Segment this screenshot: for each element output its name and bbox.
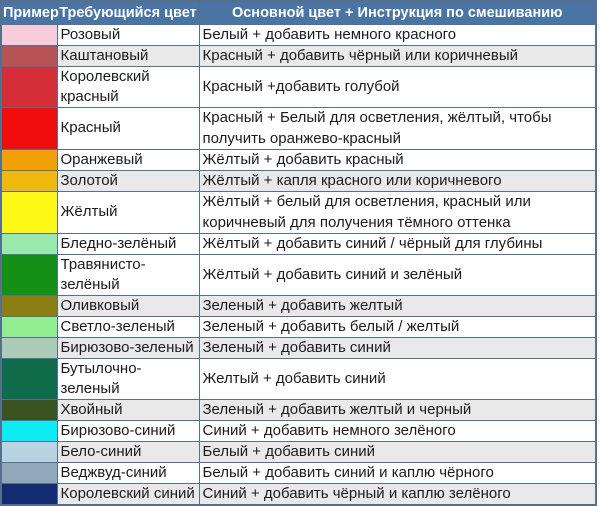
mixing-instruction: Зеленый + добавить синий	[199, 338, 596, 359]
color-swatch	[1, 338, 57, 359]
header-instruction: Основной цвет + Инструкция по смешиванию	[199, 1, 596, 25]
required-color-name: Бело-синий	[57, 442, 199, 463]
color-swatch	[1, 67, 57, 108]
required-color-name: Каштановый	[57, 46, 199, 67]
color-swatch	[1, 484, 57, 506]
required-color-name: Жёлтый	[57, 192, 199, 234]
mixing-instruction: Красный + добавить чёрный или коричневый	[199, 46, 596, 67]
mixing-instruction: Красный + Белый для осветления, жёлтый, чтобы получить оранжево-красный	[199, 108, 596, 150]
required-color-name: Бутылочно-зеленый	[57, 359, 199, 400]
mixing-instruction: Синий + добавить немного зелёного	[199, 421, 596, 442]
table-row	[1, 171, 596, 192]
mixing-instruction: Жёлтый + добавить синий и зелёный	[199, 255, 596, 296]
table-row	[1, 400, 596, 421]
mixing-instruction: Жёлтый + добавить красный	[199, 150, 596, 171]
color-swatch	[1, 421, 57, 442]
table-row	[1, 25, 596, 46]
color-swatch	[1, 255, 57, 296]
required-color-name: Оливковый	[57, 296, 199, 317]
mixing-instruction: Жёлтый + добавить синий / чёрный для глубины	[199, 234, 596, 255]
required-color-name: Красный	[57, 108, 199, 150]
color-swatch	[1, 192, 57, 234]
required-color-name: Бирюзово-зеленый	[57, 338, 199, 359]
table-row	[1, 255, 596, 296]
color-swatch	[1, 463, 57, 484]
table-row	[1, 317, 596, 338]
table-row	[1, 359, 596, 400]
required-color-name: Королевский синий	[57, 484, 199, 506]
required-color-name: Золотой	[57, 171, 199, 192]
table-row	[1, 234, 596, 255]
required-color-name: Оранжевый	[57, 150, 199, 171]
color-swatch	[1, 442, 57, 463]
mixing-instruction: Зеленый + добавить желтый	[199, 296, 596, 317]
table-row	[1, 296, 596, 317]
color-swatch	[1, 317, 57, 338]
color-swatch	[1, 150, 57, 171]
table-row	[1, 421, 596, 442]
required-color-name: Светло-зеленый	[57, 317, 199, 338]
table-row	[1, 46, 596, 67]
header-required-color: Требующийся цвет	[57, 1, 199, 25]
table-row	[1, 150, 596, 171]
mixing-instruction: Желтый + добавить синий	[199, 359, 596, 400]
color-swatch	[1, 234, 57, 255]
required-color-name: Веджвуд-синий	[57, 463, 199, 484]
mixing-instruction: Красный +добавить голубой	[199, 67, 596, 108]
required-color-name: Розовый	[57, 25, 199, 46]
required-color-name: Хвойный	[57, 400, 199, 421]
table-row	[1, 463, 596, 484]
table-row	[1, 108, 596, 150]
mixing-instruction: Белый + добавить синий и каплю чёрного	[199, 463, 596, 484]
required-color-name: Бледно-зелёный	[57, 234, 199, 255]
color-swatch	[1, 359, 57, 400]
mixing-instruction: Жёлтый + капля красного или коричневого	[199, 171, 596, 192]
required-color-name: Травянисто-зелёный	[57, 255, 199, 296]
mixing-instruction: Зеленый + добавить белый / желтый	[199, 317, 596, 338]
mixing-instruction: Зеленый + добавить желтый и черный	[199, 400, 596, 421]
table-row	[1, 67, 596, 108]
table-row	[1, 192, 596, 234]
mixing-instruction: Белый + добавить немного красного	[199, 25, 596, 46]
table-row	[1, 484, 596, 506]
required-color-name: Бирюзово-синий	[57, 421, 199, 442]
header-row	[1, 1, 596, 25]
color-swatch	[1, 46, 57, 67]
color-swatch	[1, 400, 57, 421]
mixing-instruction: Белый + добавить синий	[199, 442, 596, 463]
color-swatch	[1, 25, 57, 46]
table-row	[1, 338, 596, 359]
required-color-name: Королевский красный	[57, 67, 199, 108]
table-row	[1, 442, 596, 463]
color-swatch	[1, 296, 57, 317]
mixing-instruction: Синий + добавить чёрный и каплю зелёного	[199, 484, 596, 506]
mixing-instruction: Жёлтый + белый для осветления, красный или коричневый для получения тёмного оттенка	[199, 192, 596, 234]
color-swatch	[1, 108, 57, 150]
color-swatch	[1, 171, 57, 192]
header-sample: Пример	[1, 1, 57, 25]
